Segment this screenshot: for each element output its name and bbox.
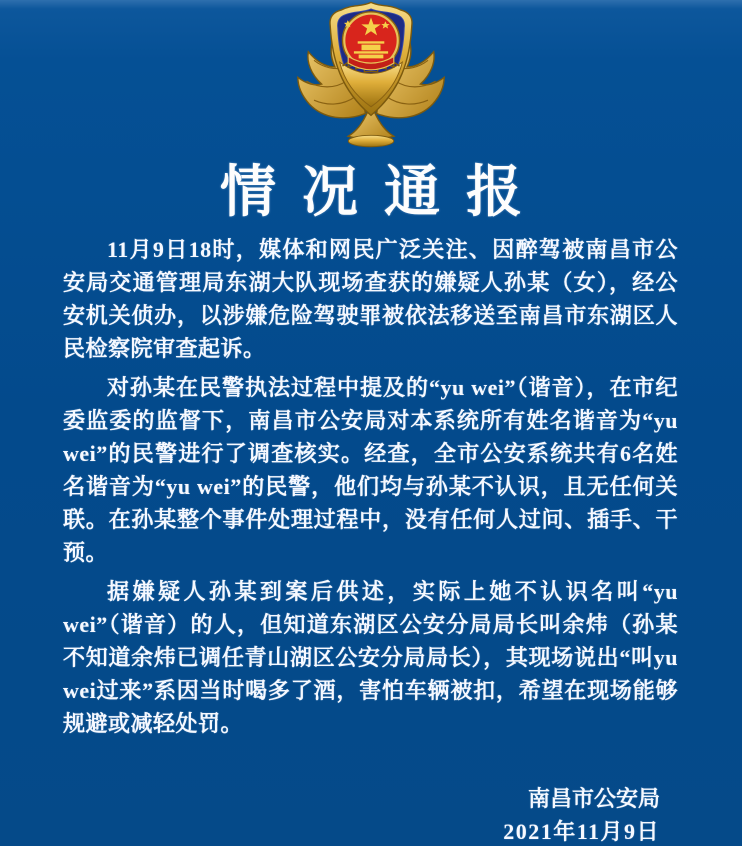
signature-agency: 南昌市公安局 — [527, 786, 660, 811]
notice-title: 情况通报 — [220, 162, 548, 224]
signature-date: 2021年11月9日 — [503, 819, 660, 844]
notice-paragraph-1: 11月9日18时，媒体和网民广泛关注、因醉驾被南昌市公安局交通管理局东湖大队现场查获的嫌疑人孙某（女），经公安机关侦办，以涉嫌危险驾驶罪被依法移送至南昌市东湖区人民检察院审查起诉。 — [63, 237, 678, 361]
notice-paragraph-3: 据嫌疑人孙某到案后供述，实际上她不认识名叫“yu wei”（谐音）的人，但知道东湖区公安分局局长叫余炜（孙某不知道余炜已调任青山湖区公安分局局长），其现场说出“叫yu wei过来”系因当时喝多了酒，害怕车辆被扣，希望在现场能够规避或减轻处罚。 — [63, 579, 678, 736]
notice-body — [63, 233, 678, 746]
police-badge-icon — [295, 0, 447, 150]
signature-block — [503, 782, 660, 846]
notice-paragraph-2: 对孙某在民警执法过程中提及的“yu wei”（谐音），在市纪委监委的监督下，南昌市公安局对本系统所有姓名谐音为“yu wei”的民警进行了调查核实。经查，全市公安系统共有6名姓名谐音为“yu wei”的民警，他们均与孙某不认识，且无任何关联。在孙某整个事件处理过程中，没有任何人过问、插手、干预。 — [63, 375, 678, 565]
